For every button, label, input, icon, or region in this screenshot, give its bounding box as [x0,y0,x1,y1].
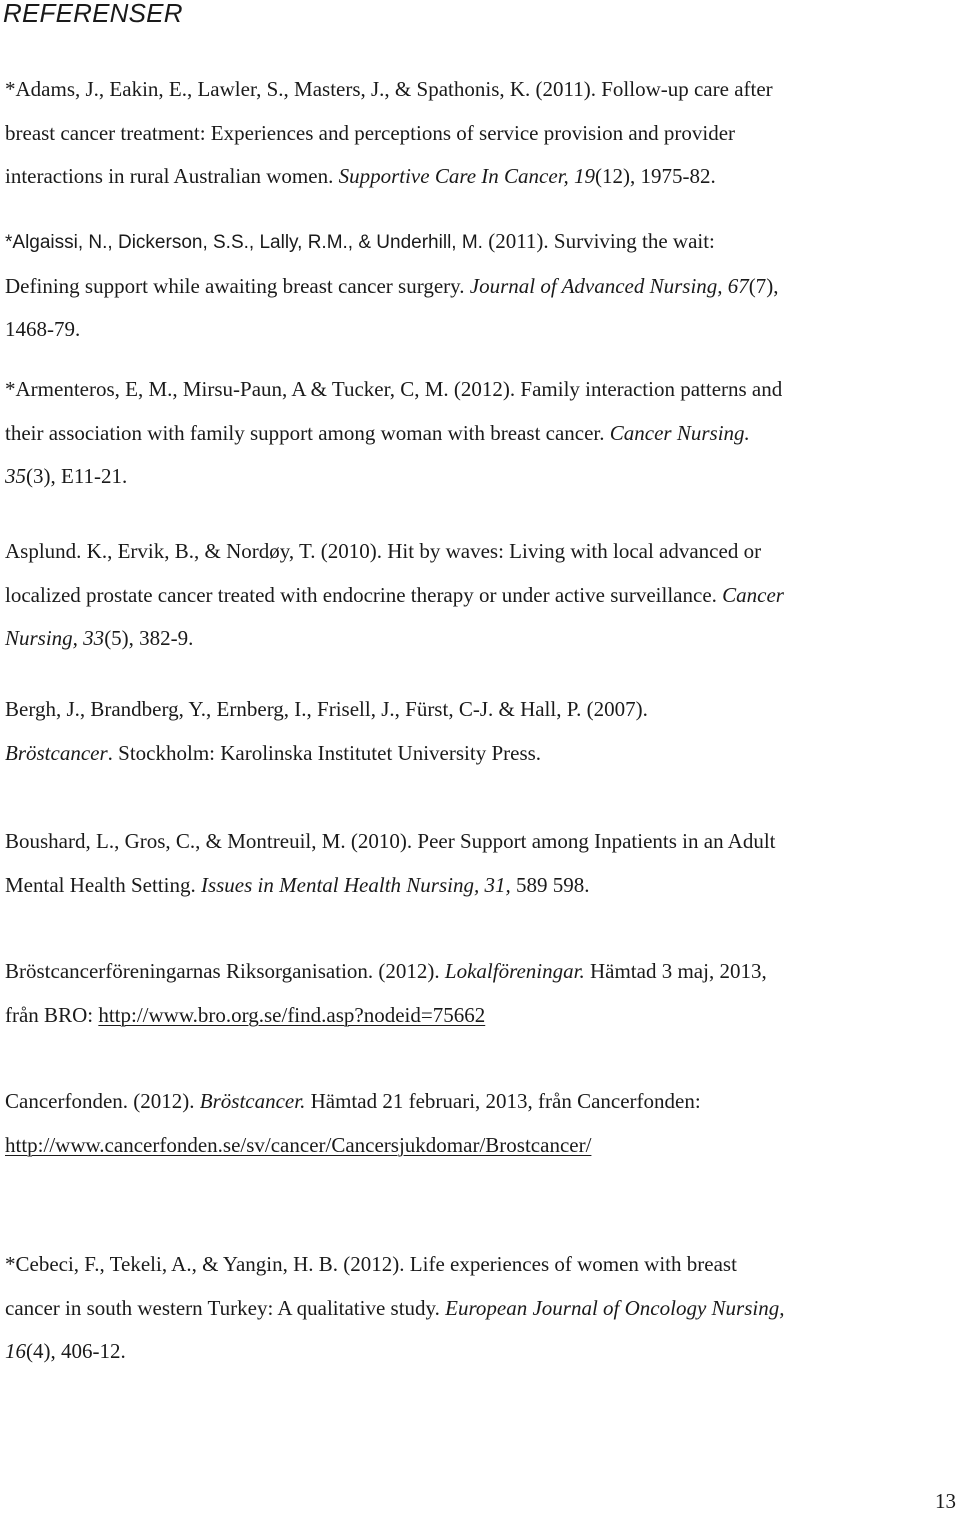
reference-text: Mental Health Setting. [5,872,201,897]
reference-text: *Armenteros, E, M., Mirsu-Paun, A & Tucker, C, M. (2012). Family interaction patterns and [5,377,783,401]
reference-line [5,864,957,908]
reference-line [5,574,957,618]
reference-text: 1468-79. [5,317,81,342]
reference-line [5,820,957,864]
reference-line [5,412,957,456]
reference-line [5,155,957,199]
reference-italic-text: Nursing, 33 [5,626,105,651]
reference-italic-text: Supportive Care In Cancer, 19 [338,164,596,189]
reference-text: (7), [748,273,779,298]
reference-line [5,368,957,412]
reference-line [5,617,957,661]
page-heading: REFERENSER [3,0,183,28]
reference-line [5,1330,957,1374]
reference-line [5,530,957,574]
reference-entry [5,220,957,352]
reference-text: (2011). Surviving the wait: [482,229,715,253]
reference-text: cancer in south western Turkey: A qualitative study. [5,1295,446,1320]
reference-line [5,688,957,732]
reference-entry [5,368,957,499]
reference-text: Boushard, L., Gros, C., & Montreuil, M. (2010). Peer Support among Inpatients in an Adult [5,829,776,853]
reference-entry [5,1080,957,1167]
reference-entry [5,950,957,1037]
reference-italic-text: Issues in Mental Health Nursing, 31, [200,872,511,897]
reference-text: *Adams, J., Eakin, E., Lawler, S., Masters, J., & Spathonis, K. (2011). Follow-up care after [5,77,773,101]
reference-text: (12), 1975-82. [595,164,716,189]
reference-text: Asplund. K., Ervik, B., & Nordøy, T. (2010). Hit by waves: Living with local advanced or [5,539,762,563]
reference-entry [5,688,957,775]
reference-line [5,455,957,499]
reference-italic-text: Lokalföreningar. [444,959,585,983]
reference-text: Hämtad 3 maj, 2013, [584,959,767,983]
reference-entry [5,68,957,199]
reference-entry [5,820,957,907]
reference-text: Defining support while awaiting breast cancer surgery. [5,273,470,298]
reference-text: Bergh, J., Brandberg, Y., Ernberg, I., Frisell, J., Fürst, C-J. & Hall, P. (2007). [5,697,648,721]
reference-line [5,1287,957,1331]
reference-text: breast cancer treatment: Experiences and perceptions of service provision and provider [5,120,736,145]
reference-text: *Algaissi, N., Dickerson, S.S., Lally, R.M., & Underhill, M. [5,232,483,253]
reference-text: *Cebeci, F., Tekeli, A., & Yangin, H. B. (2012). Life experiences of women with breast [5,1252,737,1276]
reference-text: 589 598. [510,872,590,897]
reference-line [5,68,957,112]
reference-text: Hämtad 21 februari, 2013, från Cancerfonden: [305,1089,701,1113]
page-number: 13 [935,1489,956,1513]
reference-italic-text: Cancer Nursing. [609,420,750,445]
reference-line [5,950,957,994]
reference-line [5,308,957,352]
reference-line [5,1124,957,1168]
reference-text: Cancerfonden. (2012). [5,1089,200,1113]
reference-link[interactable]: http://www.bro.org.se/find.asp?nodeid=75662 [98,1002,486,1027]
reference-link[interactable]: http://www.cancerfonden.se/sv/cancer/Cancersjukdomar/Brostcancer/ [5,1132,592,1157]
reference-text: interactions in rural Australian women. [5,164,339,189]
reference-text: . Stockholm: Karolinska Institutet University Press. [107,740,542,765]
reference-italic-text: Bröstcancer [5,740,108,765]
reference-line [5,1243,957,1287]
reference-text: (3), E11-21. [26,464,128,489]
reference-italic-text: 35 [5,464,26,489]
reference-text: (5), 382-9. [104,626,194,651]
reference-entry [5,1243,957,1374]
reference-italic-text: Journal of Advanced Nursing, 67 [469,273,749,298]
reference-italic-text: 16 [5,1339,26,1364]
reference-text: (4), 406-12. [26,1339,126,1364]
reference-line [5,1080,957,1124]
reference-text: their association with family support among woman with breast cancer. [5,420,610,445]
reference-text: Bröstcancerföreningarnas Riksorganisation. (2012). [5,959,445,983]
reference-line [5,265,957,309]
reference-line [5,112,957,156]
reference-italic-text: Cancer [722,582,784,607]
reference-text: från BRO: [5,1002,99,1027]
reference-text: localized prostate cancer treated with endocrine therapy or under active surveillance. [5,582,723,607]
reference-line [5,994,957,1038]
reference-italic-text: European Journal of Oncology Nursing, [445,1295,785,1320]
reference-entry [5,530,957,661]
reference-italic-text: Bröstcancer. [199,1089,306,1113]
reference-line [5,220,957,265]
reference-line [5,732,957,776]
